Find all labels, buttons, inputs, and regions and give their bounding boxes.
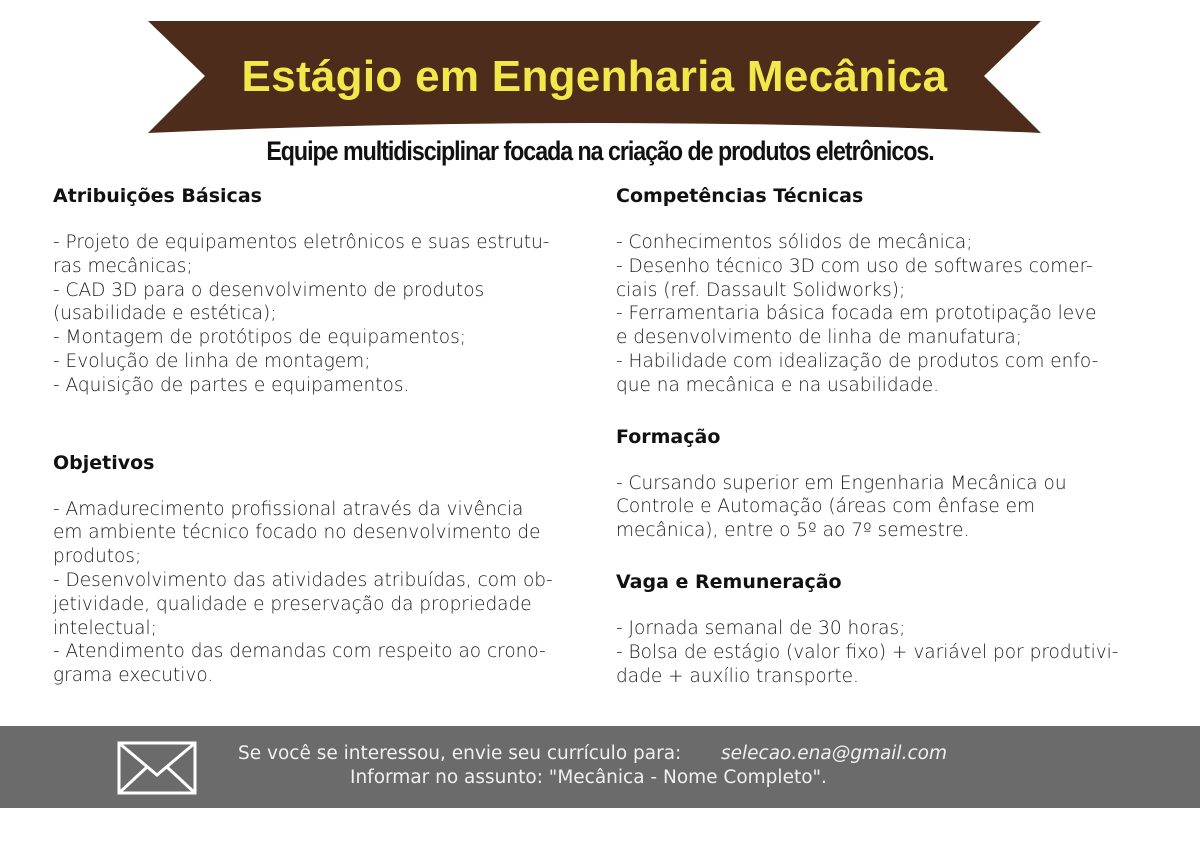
text-line: - Evolução de linha de montagem;	[53, 350, 371, 372]
section-heading: Atribuições Básicas	[53, 185, 262, 207]
text-line: Controle e Automação (áreas com ênfase em	[616, 496, 1036, 518]
text-line: - CAD 3D para o desenvolvimento de produtos	[53, 279, 485, 301]
section-vaga	[616, 569, 1156, 688]
text-line: - Desenho técnico 3D com uso de softwares comer-	[616, 255, 1093, 277]
text-line: em ambiente técnico focado no desenvolvimento de	[53, 522, 541, 544]
section-heading: Competências Técnicas	[616, 185, 864, 207]
text-line: que na mecânica e na usabilidade.	[616, 374, 939, 396]
page-title: Estágio em Engenharia Mecânica	[241, 52, 948, 101]
text-line: - Bolsa de estágio (valor fixo) + variável por produtivi-	[616, 641, 1119, 663]
text-line: - Montagem de protótipos de equipamentos;	[53, 327, 466, 349]
section-body	[53, 498, 593, 688]
section-body	[616, 617, 1156, 688]
text-line: mecânica), entre o 5º ao 7º semestre.	[616, 520, 970, 542]
text-line: - Amadurecimento profissional através da vivência	[53, 498, 524, 520]
text-line: - Conhecimentos sólidos de mecânica;	[616, 232, 973, 253]
page-subtitle: Equipe multidisciplinar focada na criação de produtos eletrônicos.	[266, 136, 934, 166]
section-formacao	[616, 424, 1156, 543]
envelope-icon	[117, 741, 197, 795]
section-competencias	[616, 183, 1156, 398]
section-body	[616, 231, 1156, 398]
section-atribuicoes	[53, 183, 593, 398]
text-line: - Desenvolvimento das atividades atribuídas, com ob-	[53, 569, 553, 591]
text-line: - Atendimento das demandas com respeito ao crono-	[53, 641, 546, 663]
text-line: - Projeto de equipamentos eletrônicos e suas estrutu-	[53, 232, 550, 253]
section-heading: Vaga e Remuneração	[616, 570, 842, 593]
text-line: - Habilidade com idealização de produtos com enfo-	[616, 350, 1099, 372]
text-line: intelectual;	[53, 617, 157, 639]
footer-subject-note: Informar no assunto: "Mecânica - Nome Completo".	[350, 767, 827, 788]
footer-cta-text: Se você se interessou, envie seu currículo para:	[238, 743, 682, 764]
section-objetivos	[53, 450, 593, 688]
text-line: - Ferramentaria básica focada em prototipação leve	[616, 303, 1097, 325]
text-line: jetividade, qualidade e preservação da propriedade	[53, 593, 532, 615]
text-line: e desenvolvimento de linha de manufatura;	[616, 327, 1022, 349]
text-line: - Aquisição de partes e equipamentos.	[53, 374, 410, 396]
text-line: - Cursando superior em Engenharia Mecânica ou	[616, 472, 1067, 494]
text-line: dade + auxílio transporte.	[616, 665, 859, 687]
right-column	[616, 183, 1156, 688]
contact-email-link[interactable]: selecao.ena@gmail.com	[721, 743, 947, 764]
text-line: - Jornada semanal de 30 horas;	[616, 617, 906, 639]
section-body	[616, 472, 1156, 543]
section-body	[53, 231, 593, 398]
text-line: ciais (ref. Dassault Solidworks);	[616, 279, 906, 301]
left-column	[53, 183, 593, 688]
text-line: ras mecânicas;	[53, 255, 193, 277]
text-line: (usabilidade e estética);	[53, 303, 277, 325]
section-heading: Objetivos	[53, 451, 155, 474]
text-line: grama executivo.	[53, 665, 214, 687]
title-banner	[148, 21, 1041, 133]
section-heading: Formação	[616, 425, 721, 448]
text-line: produtos;	[53, 546, 142, 568]
